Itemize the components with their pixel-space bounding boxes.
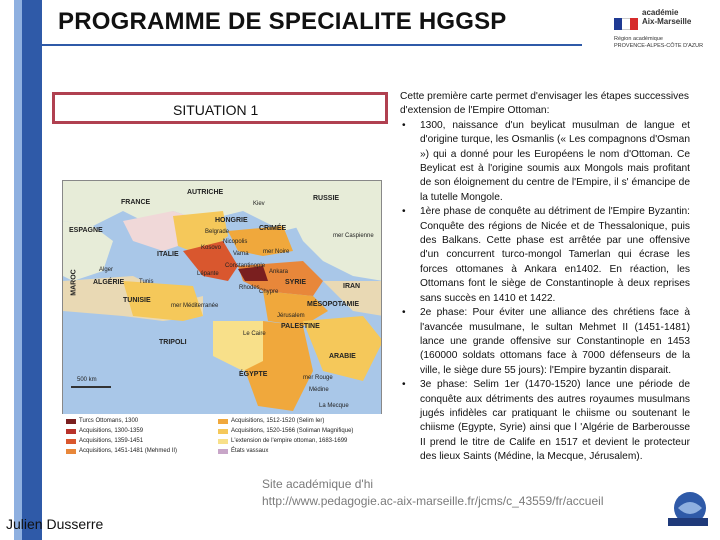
- map-label-crimee: CRIMÉE: [259, 225, 287, 232]
- logo-line1: académie: [642, 8, 679, 17]
- legend-swatch: [218, 419, 228, 424]
- slide-title: PROGRAMME DE SPECIALITE HGGSP: [58, 8, 507, 35]
- map-label-la-mecque: La Mecque: [319, 403, 349, 409]
- map-label-mer-rouge: mer Rouge: [303, 375, 333, 381]
- logo-sub2: PROVENCE-ALPES-CÔTE D'AZUR: [614, 43, 704, 49]
- map-label-italie: ITALIE: [157, 251, 179, 258]
- intro-paragraph: Cette première carte permet d'envisager les étapes successives d'extension de l'Empire Ottoman:: [400, 91, 690, 117]
- author-name: Julien Dusserre: [6, 516, 104, 532]
- title-underline: [42, 44, 582, 46]
- map-label-kosovo: Kosovo: [201, 245, 222, 251]
- situation-box: [52, 92, 388, 124]
- legend-swatch: [66, 429, 76, 434]
- logo-sub1: Région académique: [614, 36, 663, 42]
- map-label-syrie: SYRIE: [285, 279, 307, 286]
- legend-label: Acquisitions, 1300-1359: [79, 428, 144, 434]
- map-label-hongrie: HONGRIE: [215, 217, 248, 224]
- legend-item: [218, 428, 353, 434]
- map-label-rhodes: Rhodes: [239, 285, 260, 291]
- map-label-mesopotamie: MÉSOPOTAMIE: [307, 301, 359, 308]
- map-label-tripoli: TRIPOLI: [159, 339, 187, 346]
- map-label-france: FRANCE: [121, 199, 151, 206]
- map-label-iran: IRAN: [343, 283, 361, 290]
- site-title: Site académique d'hi: [262, 477, 374, 491]
- map-label-belgrade: Belgrade: [205, 229, 230, 235]
- map-label-mer-noire: mer Noire: [263, 249, 290, 255]
- map-label-varna: Varna: [233, 251, 249, 257]
- legend-item: [218, 418, 324, 424]
- legend-label: Acquisitions, 1512-1520 (Selim Ier): [231, 418, 325, 424]
- legend-label: Turcs Ottomans, 1300: [79, 418, 139, 424]
- map-label-ankara: Ankara: [269, 269, 289, 275]
- legend-swatch: [218, 449, 228, 454]
- legend-swatch: [66, 439, 76, 444]
- corner-globe-icon: [660, 488, 710, 532]
- legend-label: Acquisitions, 1451-1481 (Mehmed II): [79, 448, 178, 454]
- legend-swatch: [66, 419, 76, 424]
- legend-item: [66, 428, 143, 434]
- map-legend: [62, 414, 382, 464]
- map-label-palestine: PALESTINE: [281, 323, 320, 330]
- legend-item: [66, 418, 138, 424]
- map-label-espagne: ESPAGNE: [69, 227, 103, 234]
- map-label-jerusalem: Jérusalem: [277, 313, 305, 319]
- map-label-alger: Alger: [99, 267, 114, 273]
- map-label-nicopolis: Nicopolis: [223, 239, 248, 245]
- phase-item: • 2e phase: Pour éviter une alliance des chrétiens face à l'avancée musulmane, le sultan Mehmet II (1451-1481) lance une grande offensive sur Constantinople en 1453 (160000 soldats ottomans face à 7000 défenseurs de la ville, le siège dure 55 jours): l'Empire byzantin disparait.: [420, 306, 690, 378]
- logo-academy-name: [642, 8, 691, 26]
- map-label-arabie: ARABIE: [329, 353, 356, 360]
- map-label-egypte: ÉGYPTE: [239, 371, 268, 378]
- legend-label: Acquisitions, 1520-1566 (Soliman Magnifique): [231, 428, 354, 434]
- legend-swatch: [218, 429, 228, 434]
- legend-item: [218, 448, 268, 454]
- legend-item: [66, 438, 143, 444]
- legend-item: [66, 448, 177, 454]
- situation-label: SITUATION 1: [173, 102, 259, 118]
- map-label-constantinople: Constantinople: [225, 263, 266, 269]
- map-label-chypre: Chypre: [259, 289, 279, 295]
- logo-region: [614, 36, 703, 50]
- legend-label: Acquisitions, 1359-1451: [79, 438, 144, 444]
- map-label-medine: Médine: [309, 387, 329, 393]
- legend-swatch: [218, 439, 228, 444]
- map-label-tunis: Tunis: [139, 279, 154, 285]
- explanation-text: [394, 90, 690, 498]
- map-label-lepante: Lépante: [197, 271, 219, 277]
- site-url[interactable]: http://www.pedagogie.ac-aix-marseille.fr/jcms/c_43559/fr/accueil: [262, 494, 604, 508]
- left-accent-bar: [22, 0, 42, 540]
- site-footer: [262, 476, 603, 510]
- map-label-russie: RUSSIE: [313, 195, 340, 202]
- map-label-le-caire: Le Caire: [243, 331, 266, 337]
- map-label-mer-mediterranee: mer Méditerranée: [171, 303, 219, 309]
- academy-logo: [612, 6, 712, 56]
- legend-item: [218, 438, 347, 444]
- map-label-mer-caspienne: mer Caspienne: [333, 233, 374, 239]
- map-label-autriche: AUTRICHE: [187, 189, 224, 196]
- legend-label: États vassaux: [231, 448, 269, 454]
- legend-label: L'extension de l'empire ottoman, 1683-1699: [231, 438, 348, 444]
- map-label-maroc: MAROC: [70, 269, 78, 296]
- legend-swatch: [66, 449, 76, 454]
- map-scale-label: 500 km: [77, 377, 97, 383]
- french-flag-icon: [614, 18, 638, 30]
- phase-item: • 3e phase: Selim 1er (1470-1520) lance une période de conquête aux détriments des autres royaumes musulmans jugés infidèles car pratiquant le chiisme ou soutenant le chiisme (Egypte, Syrie) ainsi que l 'Algérie de Barberousse II prend le titre de Calife en 1517 et devient le protecteur des lieux Saints (Médine, la Mecque, Jérusalem).: [420, 378, 690, 464]
- map-label-kiev: Kiev: [253, 201, 265, 207]
- left-accent-bar-light: [14, 0, 22, 540]
- phase-item: • 1ère phase de conquête au détriment de l'Empire Byzantin: Conquête des régions de Nicée et de Thessalonique, puis des Balkans. Cette phase est arrêtée par une offensive d'un concurrent turco-mongol Tamerlan qui écrase les forces ottomanes à Ankara en1402. En réaction, les Ottomans font le siège de Constantinople à deux reprises sans succès en 1410 et 1422.: [420, 205, 690, 306]
- map-label-tunisie: TUNISIE: [123, 297, 151, 304]
- phase-list: [394, 119, 690, 465]
- map-label-algerie: ALGÉRIE: [93, 279, 125, 286]
- logo-line2: Aix-Marseille: [642, 17, 692, 26]
- phase-item: • 1300, naissance d'un beylicat musulman de langue et d'origine turque, les Osmanlis (« Les compagnons d'Osman ») qui a donné pour les Européens le nom d'Ottoman. Ce Beylicat est à l'origine soumis aux Mongols mais profitant de son éloignement du centre de l'Empire, il s' émancipe de la tutelle Mongole.: [420, 119, 690, 205]
